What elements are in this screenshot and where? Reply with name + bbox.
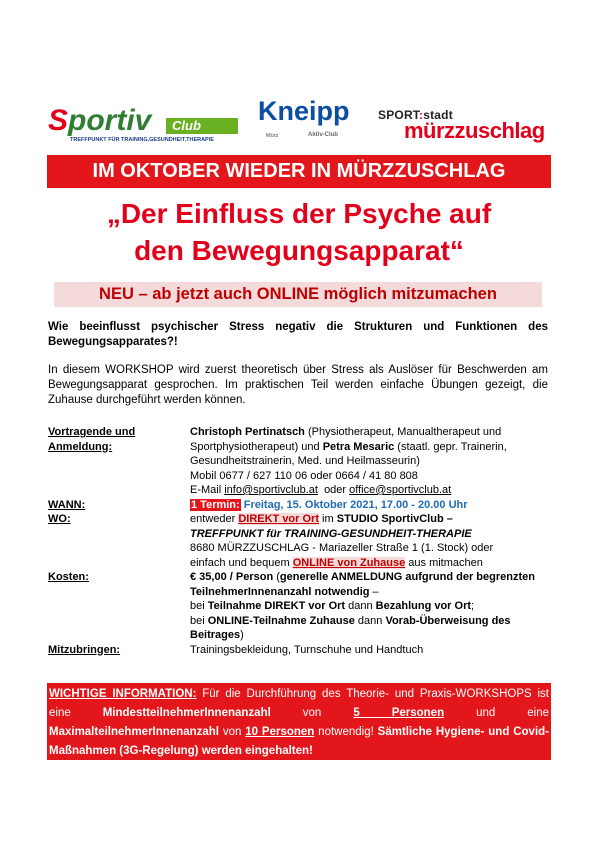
- where-text-1: entweder: [190, 513, 239, 525]
- warning-heading: WICHTIGE INFORMATION:: [49, 688, 197, 700]
- title-line-1: „Der Einfluss der Psyche auf: [106, 198, 492, 229]
- speakers-label: [48, 425, 188, 454]
- mobile-numbers: Mobil 0677 / 627 110 06 oder 0664 / 41 80 808: [190, 469, 418, 482]
- where-studio: STUDIO SportivClub –: [336, 513, 453, 525]
- cost-d-c: dann: [345, 600, 376, 612]
- where-row: [48, 512, 548, 570]
- where-text-4: aus mitmachen: [405, 556, 483, 569]
- warning-text-2: von: [270, 707, 354, 719]
- kneipp-town: Mürz: [266, 133, 279, 139]
- cost-paren: (: [273, 571, 280, 583]
- where-direkt: DIREKT vor Ort: [238, 513, 319, 525]
- sportiv-s: S: [48, 104, 69, 137]
- kneipp-club: Aktiv-Club: [308, 132, 338, 138]
- bring-value: Trainingsbekleidung, Turnschuhe und Handtuch: [190, 643, 424, 656]
- warning-max-label: MaximalteilnehmerInnenanzahl: [49, 726, 219, 738]
- bring-label: Mitzubringen:: [48, 643, 121, 656]
- where-online: ONLINE von Zuhause: [292, 556, 406, 569]
- cost-o-a: bei: [190, 614, 208, 627]
- sportstadt-sep: :: [419, 108, 424, 122]
- cost-d-e: ;: [471, 600, 475, 612]
- kneipp-logo: [258, 96, 368, 145]
- warning-hygiene: Sämtliche Hygiene- und Covid-Maßnahmen (3G-Regelung) werden eingehalten!: [49, 726, 549, 757]
- where-text-3: einfach und bequem: [190, 556, 293, 569]
- lead-question: Wie beeinflusst psychischer Stress negativ die Strukturen und Funktionen des Bewegungsapparates?!: [48, 321, 548, 348]
- speakers-label-line2: Anmeldung:: [48, 440, 113, 453]
- sportstadt-stadt: stadt: [423, 108, 453, 122]
- where-treffpunkt: TREFFPUNKT für TRAINING-GESUNDHEIT-THERAPIE: [190, 527, 472, 540]
- warning-text-5: notwendig!: [314, 726, 378, 738]
- where-label: WO:: [48, 513, 71, 525]
- warning-max-count: 10 Personen: [245, 726, 315, 738]
- speaker-2-name: Petra Mesaric: [322, 440, 395, 453]
- cost-d-a: bei: [190, 600, 208, 612]
- intro-paragraph: In diesem WORKSHOP wird zuerst theoretisch über Stress als Auslöser für Beschwerden am Bewegungsapparat gesprochen. Im praktischen Teil werden einfache Übungen gezeigt, die Zuhause durchgeführt werden können.: [48, 364, 548, 406]
- cost-label: Kosten:: [48, 571, 89, 583]
- sportstadt-sport: SPORT: [378, 108, 420, 122]
- sportiv-club-label: Club: [172, 118, 201, 133]
- when-text: Freitag, 15. Oktober 2021, 17.00 - 20.00 Uhr: [240, 498, 468, 511]
- speaker-1-desc: (Physiotherapeut, Manualtherapeut und Sportphysiotherapeut) und: [190, 426, 502, 453]
- when-label: WANN:: [48, 498, 86, 511]
- when-row: [48, 498, 548, 513]
- sportstadt-town: mürzzuschlag: [404, 118, 545, 143]
- cost-d-d: Bezahlung vor Ort: [375, 600, 472, 612]
- email-link-office[interactable]: office@sportivclub.at: [349, 484, 452, 496]
- where-online-line: [190, 556, 548, 571]
- cost-o-e: ): [240, 629, 244, 641]
- bring-row: [48, 643, 548, 658]
- speakers-label-line1: Vortragende und: [48, 426, 136, 438]
- where-text-2: im: [319, 513, 337, 525]
- warning-text-1: Für die Durchführung des Theorie- und Praxis-WORKSHOPS ist eine: [49, 688, 550, 719]
- speakers-row: [48, 425, 548, 498]
- cost-registration-note: generelle ANMELDUNG aufgrund der begrenzten TeilnehmerInnenanzahl notwendig: [190, 571, 535, 598]
- info-section: [48, 425, 548, 657]
- sportiv-tagline: TREFFPUNKT FÜR TRAINING.GESUNDHEIT.THERAPIE: [70, 137, 214, 143]
- warning-box: [47, 683, 551, 760]
- sportivclub-logo: [48, 104, 238, 144]
- cost-d-b: Teilnahme DIREKT vor Ort: [207, 600, 346, 612]
- title-line-2: den Bewegungsapparat“: [134, 235, 464, 266]
- email-line: [190, 483, 548, 498]
- speaker-2-desc: (staatl. gepr. Trainerin, Gesundheitstrainerin, Med. und Heilmasseurin): [190, 440, 507, 467]
- sportstadt-logo: [378, 108, 553, 142]
- online-banner: NEU – ab jetzt auch ONLINE möglich mitzumachen: [54, 282, 542, 307]
- warning-min-label: MindestteilnehmerInnenanzahl: [102, 707, 271, 719]
- cost-row: [48, 570, 548, 643]
- warning-text-3: und eine: [444, 707, 550, 719]
- kneipp-name: Kneipp: [258, 96, 350, 126]
- when-pill: 1 Termin:: [191, 498, 240, 511]
- warning-min-count: 5 Personen: [353, 707, 445, 719]
- cost-direct-line: [190, 599, 548, 614]
- logo-row: [48, 96, 552, 145]
- cost-o-d: Vorab-Überweisung des Beitrages: [190, 614, 511, 641]
- speaker-1-name: Christoph Pertinatsch: [190, 426, 305, 438]
- top-banner: IM OKTOBER WIEDER IN MÜRZZUSCHLAG: [47, 155, 551, 188]
- cost-dash: –: [369, 585, 379, 598]
- sportiv-word: portiv: [68, 104, 152, 137]
- warning-text-4: von: [219, 726, 246, 738]
- cost-o-c: dann: [354, 614, 386, 627]
- email-mid: oder: [317, 484, 350, 496]
- email-prefix: E-Mail: [190, 484, 225, 496]
- where-address: 8680 MÜRZZUSCHLAG - Mariazeller Straße 1 (1. Stock) oder: [190, 542, 494, 554]
- cost-online-line: [190, 614, 548, 643]
- cost-price: € 35,00 / Person: [190, 571, 274, 583]
- page-title: [47, 195, 551, 269]
- cost-o-b: ONLINE-Teilnahme Zuhause: [207, 614, 355, 627]
- email-link-info[interactable]: info@sportivclub.at: [224, 484, 318, 496]
- speakers-value: [190, 425, 548, 498]
